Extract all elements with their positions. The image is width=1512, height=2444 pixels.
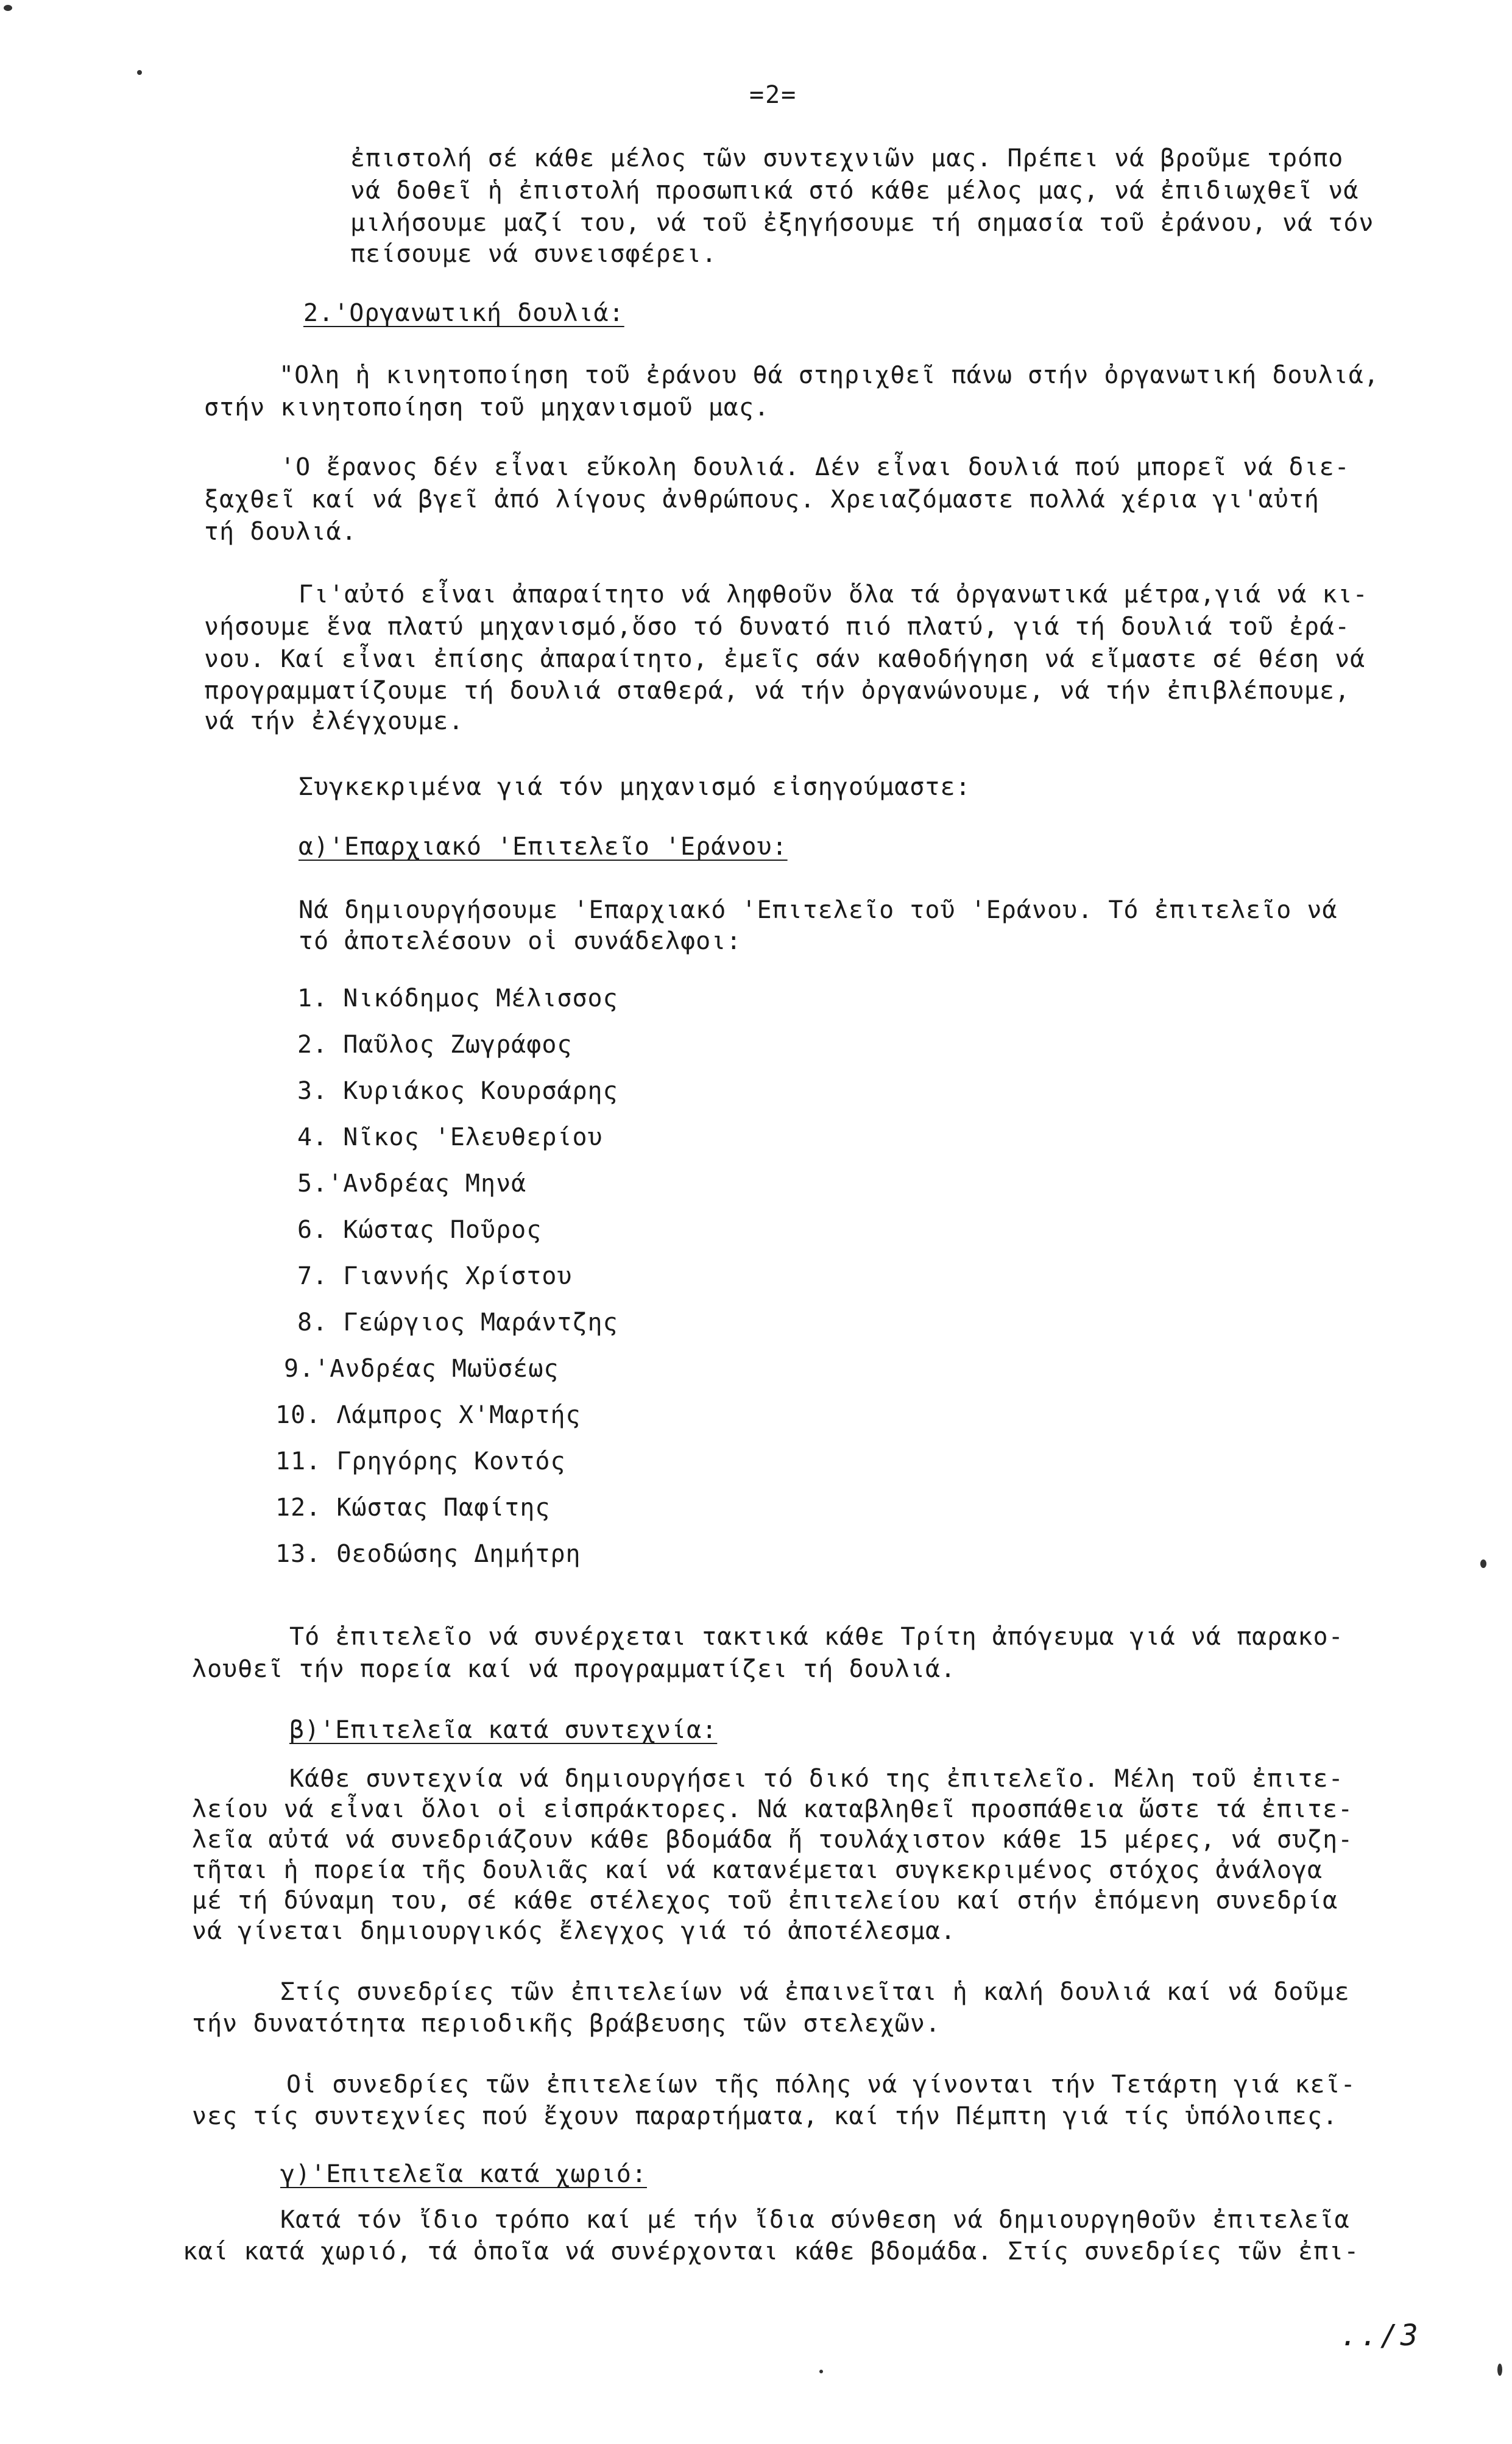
list-item: 5.'Ανδρέας Μηνά bbox=[297, 1170, 527, 1198]
para1-line-4: πείσουμε νά συνεισφέρει. bbox=[350, 240, 717, 268]
para4-line-1: Γι'αὐτό εἶναι ἀπαραίτητο νά ληφθοῦν ὅλα τά ὀργανωτικά μέτρα,γιά νά κι- bbox=[299, 581, 1368, 609]
subsection-heading-b: β)'Επιτελεῖα κατά συντεχνία: bbox=[289, 1716, 718, 1744]
para-b1-line-1: Κάθε συντεχνία νά δημιουργήσει τό δικό της ἐπιτελεῖο. Μέλη τοῦ ἐπιτε- bbox=[289, 1765, 1344, 1793]
para-b1-line-3: λεῖα αὐτά νά συνεδριάζουν κάθε βδομάδα ἤ τουλάχιστον κάθε 15 μέρες, νά συζη- bbox=[192, 1826, 1354, 1854]
subsection-heading-c: γ)'Επιτελεῖα κατά χωριό: bbox=[280, 2160, 647, 2188]
para4-line-5: νά τήν ἐλέγχουμε. bbox=[204, 707, 464, 735]
section-heading-2: 2.'Οργανωτική δουλιά: bbox=[303, 299, 624, 327]
para-b1-line-4: τῆται ἡ πορεία τῆς δουλιᾶς καί νά κατανέμεται συγκεκριμένος στόχος ἀνάλογα bbox=[192, 1856, 1323, 1884]
para2-line-2: στήν κινητοποίηση τοῦ μηχανισμοῦ μας. bbox=[204, 394, 770, 422]
para4-line-3: νου. Καί εἶναι ἐπίσης ἀπαραίτητο, ἐμεῖς σάν καθοδήγηση νά εἴμαστε σέ θέση νά bbox=[204, 645, 1366, 673]
para1-line-3: μιλήσουμε μαζί του, νά τοῦ ἐξηγήσουμε τή σημασία τοῦ ἐράνου, νά τόν bbox=[350, 209, 1374, 237]
list-item: 8. Γεώργιος Μαράντζης bbox=[297, 1309, 618, 1337]
para-b2-line-2: τήν δυνατότητα περιοδικῆς βράβευσης τῶν στελεχῶν. bbox=[192, 2010, 941, 2038]
list-item: 4. Νῖκος 'Ελευθερίου bbox=[297, 1123, 603, 1151]
para-b1-line-2: λείου νά εἶναι ὅλοι οἱ εἰσπράκτορες. Νά καταβληθεῖ προσπάθεια ὥστε τά ἐπιτε- bbox=[192, 1795, 1354, 1823]
para4-line-2: νήσουμε ἕνα πλατύ μηχανισμό,ὅσο τό δυνατό πιό πλατύ, γιά τή δουλιά τοῦ ἐρά- bbox=[204, 613, 1351, 641]
subsection-heading-a: α)'Επαρχιακό 'Επιτελεῖο 'Εράνου: bbox=[299, 833, 788, 861]
continuation-marker: ../3 bbox=[1340, 2319, 1421, 2353]
list-item: 13. Θεοδώσης Δημήτρη bbox=[275, 1540, 581, 1568]
list-item: 1. Νικόδημος Μέλισσος bbox=[297, 984, 618, 1012]
scan-speck bbox=[819, 2370, 823, 2373]
para-a2-line-2: λουθεῖ τήν πορεία καί νά προγραμματίζει τή δουλιά. bbox=[192, 1655, 956, 1683]
scan-speck bbox=[4, 5, 12, 11]
para-c-line-2: καί κατά χωριό, τά ὁποῖα νά συνέρχονται κάθε βδομάδα. Στίς συνεδρίες τῶν ἐπι- bbox=[183, 2237, 1360, 2266]
list-item: 11. Γρηγόρης Κοντός bbox=[275, 1447, 566, 1475]
para1-line-2: νά δοθεῖ ἡ ἐπιστολή προσωπικά στό κάθε μέλος μας, νά ἐπιδιωχθεῖ νά bbox=[350, 177, 1359, 205]
list-item: 7. Γιαννής Χρίστου bbox=[297, 1262, 573, 1290]
page-number: =2= bbox=[749, 81, 797, 109]
para-c-line-1: Κατά τόν ἴδιο τρόπο καί μέ τήν ἴδια σύνθεση νά δημιουργηθοῦν ἐπιτελεῖα bbox=[280, 2206, 1350, 2234]
list-item: 3. Κυριάκος Κουρσάρης bbox=[297, 1077, 618, 1105]
list-item: 6. Κώστας Ποῦρος bbox=[297, 1216, 542, 1244]
para-a-line-2: τό ἀποτελέσουν οἱ συνάδελφοι: bbox=[299, 927, 742, 955]
scan-speck bbox=[1480, 1559, 1486, 1568]
para2-line-1: "Ολη ἡ κινητοποίηση τοῦ ἐράνου θά στηριχθεῖ πάνω στήν ὀργανωτική δουλιά, bbox=[279, 361, 1379, 389]
para-b2-line-1: Στίς συνεδρίες τῶν ἐπιτελείων νά ἐπαινεῖται ἡ καλή δουλιά καί νά δοῦμε bbox=[280, 1978, 1350, 2006]
para4-line-4: προγραμματίζουμε τή δουλιά σταθερά, νά τήν ὀργανώνουμε, νά τήν ἐπιβλέπουμε, bbox=[204, 677, 1351, 705]
specific-intro: Συγκεκριμένα γιά τόν μηχανισμό εἰσηγούμαστε: bbox=[299, 773, 971, 801]
para-b3-line-2: νες τίς συντεχνίες πού ἔχουν παραρτήματα, καί τήν Πέμπτη γιά τίς ὑπόλοιπες. bbox=[192, 2102, 1338, 2130]
para3-line-2: ξαχθεῖ καί νά βγεῖ ἀπό λίγους ἀνθρώπους. Χρειαζόμαστε πολλά χέρια γι'αὐτή bbox=[204, 486, 1319, 514]
para-a2-line-1: Τό ἐπιτελεῖο νά συνέρχεται τακτικά κάθε Τρίτη ἀπόγευμα γιά νά παρακο- bbox=[289, 1623, 1344, 1651]
list-item: 10. Λάμπρος Χ'Μαρτής bbox=[275, 1401, 581, 1429]
list-item: 9.'Ανδρέας Μωϋσέως bbox=[284, 1355, 559, 1383]
para-b1-line-6: νά γίνεται δημιουργικός ἔλεγχος γιά τό ἀποτέλεσμα. bbox=[192, 1917, 956, 1945]
list-item: 12. Κώστας Παφίτης bbox=[275, 1494, 551, 1522]
para3-line-3: τή δουλιά. bbox=[204, 518, 357, 546]
para-b3-line-1: Οἱ συνεδρίες τῶν ἐπιτελείων τῆς πόλης νά γίνονται τήν Τετάρτη γιά κεῖ- bbox=[286, 2071, 1356, 2099]
para1-line-1: ἐπιστολή σέ κάθε μέλος τῶν συντεχνιῶν μας. Πρέπει νά βροῦμε τρόπο bbox=[350, 144, 1344, 172]
scan-speck bbox=[137, 70, 142, 75]
para-a-line-1: Νά δημιουργήσουμε 'Επαρχιακό 'Επιτελεῖο τοῦ 'Εράνου. Τό ἐπιτελεῖο νά bbox=[299, 896, 1338, 924]
para-b1-line-5: μέ τή δύναμη του, σέ κάθε στέλεχος τοῦ ἐπιτελείου καί στήν ἑπόμενη συνεδρία bbox=[192, 1887, 1338, 1915]
list-item: 2. Παῦλος Ζωγράφος bbox=[297, 1031, 573, 1059]
scan-speck bbox=[1497, 2364, 1502, 2376]
para3-line-1: 'Ο ἔρανος δέν εἶναι εὔκολη δουλιά. Δέν εἶναι δουλιά πού μπορεῖ νά διε- bbox=[280, 453, 1350, 481]
